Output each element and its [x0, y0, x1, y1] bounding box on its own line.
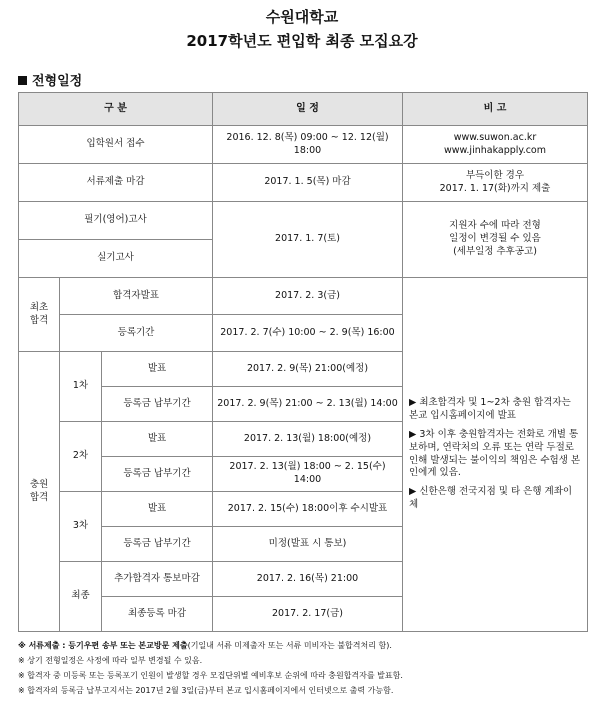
row-label: 입학원서 접수 [19, 126, 213, 164]
footnote: ※ 상기 전형일정은 사정에 따라 일부 변경될 수 있음. [18, 656, 203, 665]
website-link[interactable]: www.jinhakapply.com [443, 144, 547, 156]
remark-line: 일정이 변경될 수 있음 [449, 233, 541, 245]
row-schedule: 2017. 2. 9(목) 21:00 ~ 2. 13(월) 14:00 [213, 387, 403, 422]
row-label: 발표 [102, 422, 213, 457]
group-label-line: 최초 [29, 301, 49, 313]
row-schedule: 2017. 2. 16(목) 21:00 [213, 562, 403, 597]
row-schedule: 2017. 2. 17(금) [213, 597, 403, 632]
row-label: 등록금 납부기간 [102, 457, 213, 492]
row-label: 실기고사 [19, 240, 213, 278]
footnote: ※ 합격자 중 미등록 또는 등록포기 인원이 발생할 경우 모집단위별 예비후보 순위에 따라 충원합격자를 발표함. [18, 671, 403, 680]
round-label: 3차 [60, 492, 102, 562]
row-label: 합격자발표 [60, 278, 213, 315]
table-row [19, 278, 588, 315]
round-label: 1차 [60, 352, 102, 422]
group-label-line: 합격 [29, 314, 49, 326]
remark-line: 지원자 수에 따라 전형 [449, 220, 541, 232]
round-label: 2차 [60, 422, 102, 492]
row-schedule: 2017. 2. 15(수) 18:00이후 수시발표 [213, 492, 403, 527]
remark-line: 부득이한 경우 [465, 169, 525, 181]
row-schedule: 2017. 2. 3(금) [213, 278, 403, 315]
header-remarks: 비 고 [403, 93, 588, 126]
footnote-text: (기일내 서류 미제출자 또는 서류 미비자는 불합격처리 함). [187, 641, 392, 650]
footnote [18, 638, 593, 653]
row-label: 추가합격자 통보마감 [102, 562, 213, 597]
row-schedule: 2017. 1. 7(토) [213, 202, 403, 278]
table-row [19, 202, 588, 240]
row-label: 서류제출 마감 [19, 164, 213, 202]
footnotes [18, 638, 593, 698]
group-label-line: 합격 [29, 491, 49, 503]
remark-line: 2017. 1. 17(화)까지 제출 [439, 182, 551, 194]
row-schedule: 2017. 2. 13(월) 18:00 ~ 2. 15(수) 14:00 [213, 457, 403, 492]
row-schedule: 2017. 2. 9(목) 21:00(예정) [213, 352, 403, 387]
website-link[interactable]: www.suwon.ac.kr [453, 131, 537, 143]
remarks-notes [403, 278, 588, 632]
remark-line: (세부일정 추후공고) [453, 245, 537, 257]
row-label: 등록금 납부기간 [102, 527, 213, 562]
table-row [19, 164, 588, 202]
row-schedule: 2016. 12. 8(목) 09:00 ~ 12. 12(월) 18:00 [213, 126, 403, 164]
header-schedule: 일 정 [213, 93, 403, 126]
row-remark [403, 164, 588, 202]
row-label: 등록금 납부기간 [102, 387, 213, 422]
schedule-table [18, 92, 588, 632]
table-row [19, 126, 588, 164]
row-label: 발표 [102, 352, 213, 387]
note-item: ▶ 최초합격자 및 1~2차 충원 합격자는 본교 입시홈페이지에 발표 [409, 397, 571, 422]
row-label: 등록기간 [60, 315, 213, 352]
university-name: 수원대학교 [265, 8, 339, 26]
row-remark [403, 202, 588, 278]
row-schedule: 2017. 1. 5(목) 마감 [213, 164, 403, 202]
row-label: 필기(영어)고사 [19, 202, 213, 240]
row-schedule: 2017. 2. 7(수) 10:00 ~ 2. 9(목) 16:00 [213, 315, 403, 352]
group-label-line: 충원 [29, 478, 49, 490]
footnote-emphasis: ※ 서류제출 : 등기우편 송부 또는 본교방문 제출 [18, 641, 188, 650]
table-header-row [19, 93, 588, 126]
row-label: 발표 [102, 492, 213, 527]
round-label: 최종 [60, 562, 102, 632]
note-item: ▶ 3차 이후 충원합격자는 전화로 개별 통보하며, 연락처의 오류 또는 연락 두절로 인해 발생되는 불이익의 책임은 수험생 본인에게 있음. [409, 428, 581, 479]
section-heading [18, 70, 82, 89]
footnote: ※ 합격자의 등록금 납부고지서는 2017년 2월 3일(금)부터 본교 입시홈페이지에서 인터넷으로 출력 가능함. [18, 686, 394, 695]
header-category: 구 분 [19, 93, 213, 126]
group-label [19, 352, 60, 632]
row-schedule: 미정(발표 시 통보) [213, 527, 403, 562]
group-label [19, 278, 60, 352]
page-title: 2017학년도 편입학 최종 모집요강 [186, 32, 418, 50]
section-title: 전형일정 [32, 74, 83, 89]
square-bullet-icon [18, 76, 27, 85]
row-label: 최종등록 마감 [102, 597, 213, 632]
row-schedule: 2017. 2. 13(월) 18:00(예정) [213, 422, 403, 457]
note-item: ▶ 신한은행 전국지점 및 타 은행 계좌이체 [409, 486, 573, 510]
row-remark [403, 126, 588, 164]
